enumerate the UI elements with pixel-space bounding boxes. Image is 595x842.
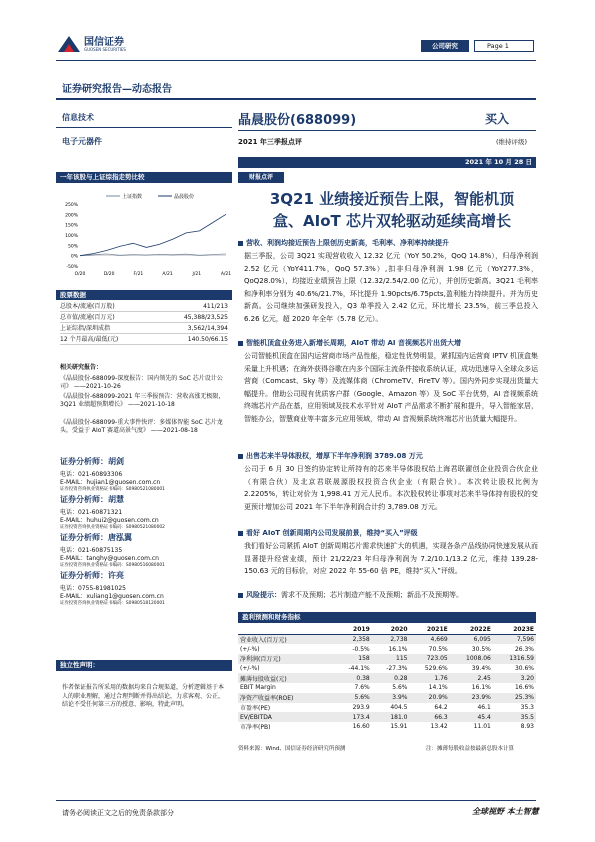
table-cell: 1316.59 xyxy=(493,654,536,664)
column-header: 2023E xyxy=(493,625,536,635)
table-cell: 25.3% xyxy=(493,693,536,703)
section-body: 我们看好公司紧抓 AIoT 创新周期芯片需求快速扩大的机遇，实现各条产品线协同快速发展从而显著提升经营业绩，预计 21/22/23 年归母净利润为 7.2/10.1/13.2 亿元，维持 139.28-150.63 元的目标价，对应 2022 年 55-60 倍 PE，维持“买入”评级。 xyxy=(244,542,538,575)
table-note: 注：摊薄每股收益按最新总股本计算 xyxy=(426,746,515,752)
stock-data-value: 3,562/14,394 xyxy=(187,325,228,332)
column-header: 2020 xyxy=(372,625,410,635)
analyst-cert: 证券投资咨询执业资格证书编码：S0980521080002 xyxy=(60,525,165,530)
forecast-table xyxy=(238,625,536,732)
category-tag: 公司研究 xyxy=(421,40,469,52)
bullet-icon xyxy=(238,593,243,598)
table-cell: 30.6% xyxy=(514,665,534,673)
table-cell: 7.6% xyxy=(354,684,370,692)
legend-stock-label: 晶晨股份 xyxy=(174,194,195,200)
x-tick-label: O/20 xyxy=(74,272,86,277)
table-cell: 8.93 xyxy=(520,723,534,731)
analyst-email[interactable]: E-MAIL：xuliang1@guosen.com.cn xyxy=(60,593,164,600)
table-cell: 14.1% xyxy=(428,684,448,692)
table-cell: 23.9% xyxy=(450,693,493,703)
table-cell: 13.42 xyxy=(430,723,448,731)
analyst-cert: 证券投资咨询执业资格证书编码：S0980521080001 xyxy=(60,487,165,492)
row-label: EBIT Margin xyxy=(240,684,276,692)
analyst-name: 证券分析师：胡剑 xyxy=(60,457,124,466)
logo-subtext: GUOSEN SECURITIES xyxy=(84,47,126,52)
page-number: Page 1 xyxy=(474,40,534,52)
analyst-phone: 电话：021-60893306 xyxy=(60,471,123,478)
table-cell: 11.01 xyxy=(473,723,491,731)
declaration-text: 作者保证报告所采用的数据均来自合规渠道，分析逻辑基于本人的职业理解，通过合理判断并得出结论，力求客观、公正，结论不受任何第三方的授意、影响，特此声明。 xyxy=(62,684,225,708)
headline-line1: 3Q21 业绩接近预告上限，智能机顶 xyxy=(269,190,515,208)
table-cell: 35.5 xyxy=(493,712,536,722)
table-cell: 2,358 xyxy=(334,635,372,645)
table-cell: 39.4% xyxy=(471,665,491,673)
row-label: 营业收入(百万元) xyxy=(238,635,334,645)
section-heading-text: 看好 AIoT 创新周期内公司发展前景，维持“买入”评级 xyxy=(246,529,418,537)
section-stamp: 财报点评 xyxy=(238,172,284,183)
x-tick-label: A/21 xyxy=(220,272,232,277)
declaration-heading: 独立性声明： xyxy=(56,660,232,671)
table-source: 资料来源：Wind、国信证券经济研究所预测 xyxy=(238,746,346,752)
stock-data-value: 45,388/23,525 xyxy=(183,314,228,321)
row-label: 净资产收益率(ROE) xyxy=(238,693,334,703)
stock-data-heading: 股票数据 xyxy=(56,290,232,300)
table-row xyxy=(238,703,536,713)
y-tick-label: -50% xyxy=(66,265,78,270)
logo-icon xyxy=(56,34,82,54)
x-tick-label: D/20 xyxy=(103,272,115,277)
footer-disclaimer: 请务必阅读正文之后的免责条款部分 xyxy=(62,809,174,817)
table-row xyxy=(238,664,536,674)
table-row xyxy=(238,673,536,683)
table-cell: 64.2 xyxy=(434,703,448,711)
stock-data-key: 总市值/流通(百万元) xyxy=(60,314,115,321)
table-cell: 6,095 xyxy=(450,635,493,645)
bullet-icon xyxy=(238,531,243,536)
column-header: 2022E xyxy=(450,625,493,635)
table-cell: 2.45 xyxy=(450,673,493,683)
forecast-heading: 盈利预测和财务指标 xyxy=(238,612,536,623)
row-label: EV/EBITDA xyxy=(238,712,334,722)
table-row xyxy=(238,644,536,654)
table-cell: 46.1 xyxy=(477,703,491,711)
y-tick-label: 250% xyxy=(65,203,78,208)
related-report-item[interactable]: 《晶晨股份-688099-深度报告：国内领先的 SoC 芯片设计公司》 ——2021-10-26 xyxy=(60,375,223,390)
table-cell: 1.76 xyxy=(410,673,450,683)
y-tick-label: 0% xyxy=(70,254,78,260)
risk-heading xyxy=(238,590,463,600)
section-heading xyxy=(238,451,423,461)
section-body: 公司于 6 月 30 日签约协定转让所持有的芯来半导体股权给上海君联濯创企业投资合伙企业（有限合伙）及北京君联晟源股权投资合伙企业（有限合伙）。本次转让股权比例为 2.2205%，转让对价为 1,998.41 万元人民币。本次股权转让事项对芯来半导体持有股权的变更预计增加公司 2021 年下半年净利润合计约 3,789.08 万元。 xyxy=(244,465,538,511)
title-divider xyxy=(56,98,536,100)
table-cell: 35.3 xyxy=(520,703,534,711)
section-body: 据三季报，公司 3Q21 实现营收收入 12.32 亿元（YoY 50.2%，QoQ 14.8%），归母净利润 2.52 亿元（YoY411.7%，QoQ 57.3%）,扣非归母净利润 1.98 亿元（YoY277.3%，QoQ28.0%），均接近业绩预告上限（12.32/2.54/2.00 亿元），并创历史新高。3Q21 毛利率和净利率分别为 40.6%/21.7%，环比提升 1.90pcts/6.75pcts,盈利能力持续提升。并为历史新高。公司继续加强研发投入，Q3 单季投入 2.42 亿元，环比增长 23.5%，前三季总投入 6.26 亿元，超 2020 年全年（5.78 亿元）。 xyxy=(244,252,538,323)
table-row xyxy=(238,635,536,645)
analyst-cert: 证券投资咨询执业资格证书编码：S0980518120001 xyxy=(60,601,165,606)
table-row xyxy=(238,654,536,664)
x-tick-label: F/21 xyxy=(133,272,144,277)
table-header-row xyxy=(238,625,536,635)
table-cell: 181.0 xyxy=(372,712,410,722)
column-header xyxy=(238,625,334,635)
report-date: 2021 年 10 月 28 日 xyxy=(238,157,536,168)
analyst-name: 证券分析师：许亮 xyxy=(60,571,124,580)
analyst-email[interactable]: E-MAIL：tanghy@guosen.com.cn xyxy=(60,555,159,562)
table-cell: 1008.06 xyxy=(450,654,493,664)
analyst-phone: 电话：0755-81981025 xyxy=(60,585,126,592)
stock-name: 晶晨股份(688099) xyxy=(238,113,357,128)
report-type: 证券研究报告—动态报告 xyxy=(62,84,172,95)
analyst-email[interactable]: E-MAIL：hujian1@guosen.com.cn xyxy=(60,479,161,486)
rating-note: (维持评级) xyxy=(496,138,528,146)
bullet-icon xyxy=(238,454,243,459)
table-cell: 4,669 xyxy=(410,635,450,645)
related-report-item[interactable]: 《晶晨股份-688099-重大事件快评：多媒体智能 SoC 芯片龙头，受益于 AIoT 赛道高景气度》 ——2021-08-18 xyxy=(60,419,223,434)
table-cell: 5.6% xyxy=(392,684,408,692)
analyst-phone: 电话：021-60875135 xyxy=(60,547,123,554)
table-cell: 45.4 xyxy=(450,712,493,722)
row-label: (+/-%) xyxy=(240,665,260,673)
stock-data-key: 上证综指/深圳成指 xyxy=(60,325,111,332)
row-label: (+/-%) xyxy=(240,645,260,653)
stock-data-key: 12 个月最高/最低(元) xyxy=(60,336,119,343)
section-heading-text: 营收、利润均接近预告上限创历史新高，毛利率、净利率持续提升 xyxy=(246,239,449,247)
table-cell: 173.4 xyxy=(334,712,372,722)
table-row xyxy=(238,693,536,703)
table-cell: 20.9% xyxy=(410,693,450,703)
trend-chart-svg xyxy=(58,186,230,280)
table-cell: 16.1% xyxy=(388,645,408,653)
table-cell: 16.6% xyxy=(514,684,534,692)
table-cell: -44.1% xyxy=(348,665,370,673)
stock-data-value: 411/213 xyxy=(203,303,228,310)
table-row xyxy=(238,712,536,722)
analyst-cert: 证券投资咨询执业资格证书编码：S0980516080001 xyxy=(60,563,165,568)
section-heading-text: 智能机顶盒业务进入新增长周期，AIoT 带动 AI 音视频芯片出货大增 xyxy=(246,339,461,347)
table-cell: 2,738 xyxy=(372,635,410,645)
table-cell: 115 xyxy=(372,654,410,664)
bullet-icon xyxy=(238,241,243,246)
industry-level1: 信息技术 xyxy=(62,113,94,122)
section-heading xyxy=(238,238,449,248)
logo-text: 国信证券 xyxy=(84,37,124,48)
table-cell: 70.5% xyxy=(428,645,448,653)
industry-divider xyxy=(56,127,232,128)
y-tick-label: 150% xyxy=(65,223,78,229)
stock-data-row xyxy=(60,313,228,323)
table-cell: 158 xyxy=(334,654,372,664)
y-tick-label: 100% xyxy=(65,234,78,239)
column-header: 2021E xyxy=(410,625,450,635)
stock-data-key: 总股本/流通(百万股) xyxy=(60,303,115,310)
table-cell: 529.6% xyxy=(424,665,448,673)
y-tick-label: 50% xyxy=(67,244,78,250)
table-cell: 16.60 xyxy=(352,723,370,731)
table-cell: 26.3% xyxy=(514,645,534,653)
table-cell: 0.28 xyxy=(372,673,410,683)
table-cell: 0.38 xyxy=(334,673,372,683)
bullet-icon xyxy=(238,341,243,346)
x-tick-label: J/21 xyxy=(192,272,202,277)
x-tick-label: A/21 xyxy=(162,272,173,277)
header-divider xyxy=(56,60,536,61)
table-cell: 3.9% xyxy=(372,693,410,703)
section-heading xyxy=(238,528,418,538)
analyst-email[interactable]: E-MAIL：huhui2@guosen.com.cn xyxy=(60,517,159,524)
table-cell: 5.6% xyxy=(334,693,372,703)
risk-text: 需求不及预期；芯片制造产能不及预期；新品不及预期等。 xyxy=(281,591,463,599)
headline-line2: 盒、AIoT 芯片双轮驱动延续高增长 xyxy=(273,212,511,230)
table-cell: -27.3% xyxy=(386,665,408,673)
stock-data-row xyxy=(60,335,228,345)
analyst-phone: 电话：021-60871321 xyxy=(60,509,123,516)
section-heading-text: 出售芯来半导体股权，增厚下半年净利润 3789.08 万元 xyxy=(246,452,423,460)
report-subtitle: 2021 年三季报点评 xyxy=(238,138,302,146)
table-cell: -0.5% xyxy=(352,645,370,653)
row-label: 市净率(PB) xyxy=(240,724,271,732)
footer-slogan: 全球视野 本土智慧 xyxy=(472,807,539,816)
trend-chart xyxy=(58,186,230,280)
stock-data-value: 140.50/66.15 xyxy=(187,336,228,343)
row-label: 市盈率(PE) xyxy=(240,704,271,712)
footer-divider xyxy=(56,800,536,801)
table-row xyxy=(238,683,536,693)
table-cell: 293.9 xyxy=(352,703,370,711)
table-cell: 404.5 xyxy=(390,703,408,711)
table-cell: 30.5% xyxy=(471,645,491,653)
row-label: 净利润(百万元) xyxy=(238,654,334,664)
table-cell: 16.1% xyxy=(471,684,491,692)
section-body: 公司智能机顶盒在国内运营商市场产品性能，稳定性优势明显，紧抓国内运营商 IPTV 机顶盒集采量上升机遇；在海外获得谷歌在内多个国际主流条件接收系统认证，成功迅速导入全球众多运营商（Comcast、Sky 等）及流媒体商（ChromeTV、FireTV 等）。国内外同步实现出货量大幅提升。借助公司现有优质客户群（Google、Amazon 等）及 SoC 平台优势，AI 音视频系统终端芯片产品在基，应用领域及技术水平针对 AIoT 产品需求不断扩展和提升，导入智能家居，智能办公，智慧商业等丰富多元应用领域，带动 AI 音视频系统终端芯片出货量大幅提升。 xyxy=(244,352,538,423)
table-cell: 7,596 xyxy=(493,635,536,645)
rating: 买入 xyxy=(485,112,510,126)
table-cell: 66.3 xyxy=(410,712,450,722)
table-cell: 723.05 xyxy=(410,654,450,664)
y-tick-label: 200% xyxy=(65,213,78,219)
related-reports-heading: 相关研究报告： xyxy=(60,364,103,371)
section-heading xyxy=(238,338,461,348)
legend-index-label: 上证指数 xyxy=(122,194,143,200)
table-cell: 15.91 xyxy=(390,723,408,731)
section-heading-text: 风险提示： xyxy=(246,591,281,599)
table-cell: 3.20 xyxy=(493,673,536,683)
row-label: 摊薄每股收益(元) xyxy=(238,673,334,683)
table-row xyxy=(238,722,536,732)
series-stock-line xyxy=(80,214,226,255)
stock-divider xyxy=(238,130,536,131)
industry-level2: 电子元器件 xyxy=(62,137,102,146)
stock-data-row xyxy=(60,302,228,312)
related-report-item[interactable]: 《晶晨股份-688099-2021 年三季报预告：营收高涨无极限，3Q21 业绩超预期增长》 ——2021-10-18 xyxy=(60,393,225,408)
chart-heading: 一年该股与上证综指走势比较 xyxy=(56,172,232,183)
stock-data-row xyxy=(60,324,228,334)
analyst-name: 证券分析师：胡慧 xyxy=(60,495,124,504)
analyst-name: 证券分析师：唐泓翼 xyxy=(60,533,132,542)
column-header: 2019 xyxy=(334,625,372,635)
